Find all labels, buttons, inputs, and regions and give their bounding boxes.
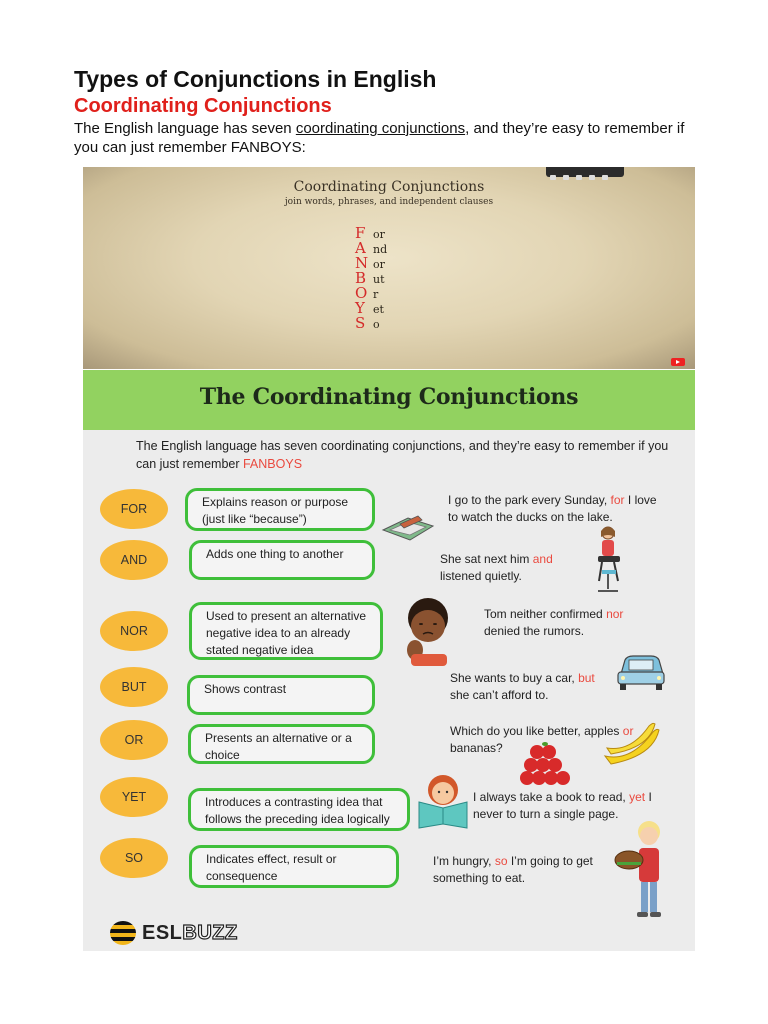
video-toolbar[interactable]: [546, 167, 624, 177]
fanboys-letter: A: [355, 239, 366, 257]
example-highlight: so: [494, 854, 508, 868]
fanboys-word-rest: or: [373, 258, 385, 271]
example-text: I’m hungry,: [433, 854, 495, 868]
fanboys-word-rest: ut: [373, 273, 385, 286]
conjunction-pill-nor: NOR: [100, 611, 168, 651]
page-title: Types of Conjunctions in English: [74, 66, 437, 92]
bee-icon: [110, 921, 136, 945]
fanboys-word-rest: nd: [373, 243, 388, 256]
example-highlight: yet: [629, 790, 646, 804]
park-bench-icon: [378, 508, 438, 548]
infographic-title: The Coordinating Conjunctions: [199, 384, 579, 410]
example-text: I go to the park every Sunday,: [448, 493, 611, 507]
bananas-icon: [601, 722, 663, 768]
fanboys-row: [355, 240, 387, 255]
intro-text-end: , and they’re easy to remember if you can just remember FANBOYS:: [74, 120, 685, 156]
example-text: She sat next him: [440, 552, 533, 566]
conjunction-pill-or: OR: [100, 720, 168, 760]
definition-box-but: Shows contrast: [187, 675, 375, 715]
fanboys-letter: F: [355, 224, 366, 242]
lead-text: The English language has seven coordinating conjunctions, and they’re easy to remember if you can just remember: [136, 439, 669, 471]
example-text: she can’t afford to.: [450, 688, 549, 702]
intro-paragraph: [74, 119, 694, 157]
example-highlight: for: [610, 493, 625, 507]
logo-text-esl: ESL: [142, 922, 183, 944]
conjunction-pill-yet: YET: [100, 777, 168, 817]
lead-highlight: FANBOYS: [242, 457, 303, 471]
example-highlight: or: [622, 724, 634, 738]
example-text: bananas?: [450, 741, 503, 755]
fanboys-row: [355, 255, 387, 270]
fanboys-row: [355, 225, 387, 240]
logo-text: [142, 922, 238, 945]
fanboys-row: [355, 270, 387, 285]
infographic-banner: [83, 370, 695, 430]
example-text: I’m going to get something to eat.: [433, 854, 593, 885]
example-text: I always take a book to read,: [473, 790, 630, 804]
definition-box-so: Indicates effect, result or consequence: [189, 845, 399, 888]
video-title: Coordinating Conjunctions: [293, 179, 485, 195]
infographic-lead: [136, 437, 676, 473]
conjunction-pill-for: FOR: [100, 489, 168, 529]
example-text: She wants to buy a car,: [450, 671, 579, 685]
fanboys-row: [355, 300, 387, 315]
example-highlight: but: [578, 671, 595, 685]
fanboys-word-rest: et: [373, 303, 384, 316]
example-for: [448, 492, 663, 526]
fanboys-letter: B: [355, 269, 367, 287]
example-text: I never to turn a single page.: [473, 790, 652, 821]
example-text: listened quietly.: [440, 569, 522, 583]
definition-box-and: Adds one thing to another: [189, 540, 375, 580]
definition-box-for: Explains reason or purpose (just like “because”): [185, 488, 375, 531]
fanboys-word-rest: o: [373, 318, 380, 331]
intro-text-start: The English language has seven: [74, 120, 296, 137]
thinking-boy-icon: [395, 594, 461, 666]
example-nor: [484, 606, 644, 640]
car-icon: [615, 652, 667, 692]
example-text: Tom neither confirmed: [484, 607, 607, 621]
example-highlight: and: [532, 552, 553, 566]
fanboys-acronym: [355, 225, 387, 330]
example-so: [433, 853, 598, 887]
boy-with-burger-icon: [609, 816, 671, 922]
fanboys-row: [355, 285, 387, 300]
example-but: [450, 670, 615, 704]
conjunction-pill-and: AND: [100, 540, 168, 580]
video-subtitle: join words, phrases, and independent clauses: [284, 197, 494, 207]
infographic: [83, 370, 695, 951]
example-text: I love to watch the ducks on the lake.: [448, 493, 657, 524]
definition-box-yet: Introduces a contrasting idea that follows the preceding idea logically: [188, 788, 410, 831]
conjunction-pill-but: BUT: [100, 667, 168, 707]
section-heading: Coordinating Conjunctions: [74, 95, 332, 117]
example-text: denied the rumors.: [484, 624, 585, 638]
example-and: [440, 551, 580, 585]
fanboys-word-rest: or: [373, 228, 385, 241]
coordinating-conjunctions-link[interactable]: coordinating conjunctions: [295, 120, 466, 137]
conjunction-pill-so: SO: [100, 838, 168, 878]
example-highlight: nor: [606, 607, 624, 621]
fanboys-word-rest: r: [373, 288, 379, 301]
definition-box-or: Presents an alternative or a choice: [188, 724, 375, 764]
example-text: Which do you like better, apples: [450, 724, 623, 738]
definition-box-nor: Used to present an alternative negative idea to an already stated negative idea: [189, 602, 383, 660]
fanboys-letter: O: [355, 284, 368, 302]
fanboys-letter: N: [355, 254, 369, 272]
fanboys-row: [355, 315, 387, 330]
fanboys-letter: Y: [355, 299, 365, 317]
fanboys-letter: S: [355, 314, 366, 332]
apples-icon: [519, 740, 575, 788]
logo-text-buzz: BUZZ: [182, 922, 238, 944]
youtube-play-icon[interactable]: [671, 358, 685, 366]
video-embed[interactable]: [83, 167, 695, 369]
woman-sitting-icon: [588, 525, 628, 595]
girl-reading-icon: [415, 772, 471, 830]
